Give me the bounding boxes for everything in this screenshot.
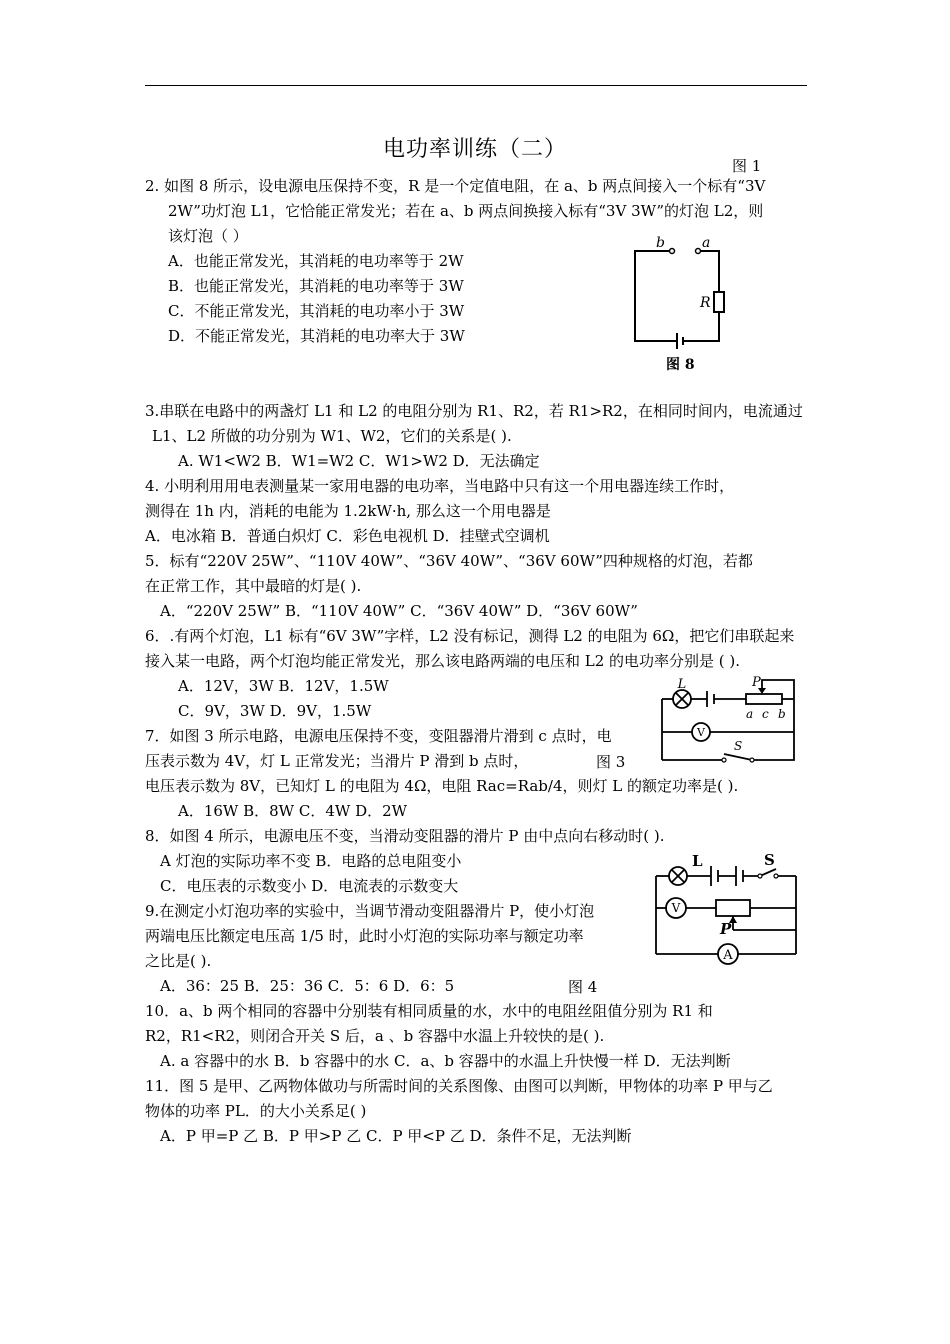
- q2-line3: 该灯泡（ ）: [168, 227, 248, 245]
- page-title: 电功率训练（二）: [382, 137, 567, 162]
- q7-line3: 电压表示数为 8V，已知灯 L 的电阻为 4Ω，电阻 Rac=Rab/4，则灯 L 的额定功率是( ).: [145, 777, 739, 795]
- q11-options: A．P 甲=P 乙 B．P 甲>P 乙 C．P 甲<P 乙 D．条件不足，无法判断: [160, 1127, 632, 1145]
- fig8-caption: 图 8: [666, 357, 695, 373]
- fig3-label-s: S: [734, 739, 743, 753]
- q5-line1: 5．标有“220V 25W”、“110V 40W”、“36V 40W”、“36V 60W”四种规格的灯泡，若都: [145, 552, 753, 570]
- fig3-label-a: a: [746, 707, 754, 721]
- q9-options: A．36：25 B．25：36 C．5：6 D．6：5: [160, 977, 455, 995]
- q4-line1: 4. 小明利用用电表测量某一家用电器的电功率，当电路中只有这一个用电器连续工作时，: [145, 477, 735, 495]
- fig4-label-s: S: [764, 852, 775, 869]
- fig4-ammeter-label: A: [723, 948, 733, 963]
- q6-line1: 6．.有两个灯泡，L1 标有“6V 3W”字样，L2 没有标记，测得 L2 的电阻为 6Ω，把它们串联起来: [145, 627, 795, 645]
- q6-options-ab: A．12V，3W B．12V，1.5W: [178, 677, 389, 695]
- figure-3-circuit: [654, 672, 804, 772]
- fig3-voltmeter-label: V: [697, 726, 705, 739]
- q11-line2: 物体的功率 PL．的大小关系足( ): [145, 1102, 367, 1120]
- figure-4-circuit: [648, 852, 806, 970]
- q9-line3: 之比是( ).: [145, 952, 212, 970]
- fig3-label-c: c: [762, 707, 769, 721]
- q4-line2: 测得在 1h 内，消耗的电能为 1.2kW·h, 那么这一个用电器是: [145, 502, 551, 520]
- q10-options: A. a 容器中的水 B．b 容器中的水 C．a、b 容器中的水温上升快慢一样 D．无法判断: [160, 1052, 731, 1070]
- figure-3-caption: 图 3: [596, 753, 626, 771]
- header-rule: [145, 85, 807, 86]
- q9-line2: 两端电压比额定电压高 1/5 时，此时小灯泡的实际功率与额定功率: [145, 927, 584, 945]
- q10-line2: R2，R1<R2，则闭合开关 S 后，a 、b 容器中水温上升较快的是( ).: [145, 1027, 605, 1045]
- q5-options: A．“220V 25W” B．“110V 40W” C．“36V 40W” D．“36V 60W”: [160, 602, 638, 620]
- fig8-label-b: b: [656, 235, 665, 251]
- q4-options: A．电冰箱 B．普通白炽灯 C．彩色电视机 D．挂壁式空调机: [145, 527, 550, 545]
- fig4-label-l: L: [692, 852, 703, 870]
- q2-option-c: C．不能正常发光，其消耗的电功率小于 3W: [168, 302, 465, 320]
- q8-options-cd: C．电压表的示数变小 D．电流表的示数变大: [160, 877, 459, 895]
- fig8-label-a: a: [702, 235, 711, 251]
- q2-option-a: A．也能正常发光，其消耗的电功率等于 2W: [168, 252, 464, 270]
- q7-line2: 压表示数为 4V，灯 L 正常发光；当滑片 P 滑到 b 点时，: [145, 752, 529, 770]
- fig4-label-p: P: [720, 920, 732, 938]
- figure-4-caption: 图 4: [568, 978, 598, 996]
- figure-8-circuit: [622, 233, 742, 373]
- q9-line1: 9.在测定小灯泡功率的实验中，当调节滑动变阻器滑片 P，使小灯泡: [145, 902, 595, 920]
- fig4-voltmeter-label: V: [671, 901, 681, 915]
- q11-line1: 11．图 5 是甲、乙两物体做功与所需时间的关系图像、由图可以判断，甲物体的功率 P 甲与乙: [145, 1077, 773, 1095]
- q10-line1: 10．a、b 两个相同的容器中分别装有相同质量的水，水中的电阻丝阻值分别为 R1 和: [145, 1002, 713, 1020]
- q8-line1: 8．如图 4 所示，电源电压不变，当滑动变阻器的滑片 P 由中点向右移动时( ).: [145, 827, 665, 845]
- fig8-label-r: R: [700, 295, 711, 311]
- fig3-label-l: L: [677, 677, 687, 692]
- q7-options: A．16W B．8W C．4W D．2W: [178, 802, 408, 820]
- fig3-label-p: P: [752, 675, 761, 690]
- q3-line1: 3.串联在电路中的两盏灯 L1 和 L2 的电阻分别为 R1、R2，若 R1>R2，在相同时间内，电流通过: [145, 402, 803, 420]
- q6-options-cd: C．9V，3W D．9V，1.5W: [178, 702, 372, 720]
- q2-option-d: D．不能正常发光，其消耗的电功率大于 3W: [168, 327, 465, 345]
- q2-line2: 2W”功灯泡 L1，它恰能正常发光；若在 a、b 两点间换接入标有“3V 3W”的灯泡 L2，则: [168, 202, 764, 220]
- q5-line2: 在正常工作，其中最暗的灯是( ).: [145, 577, 362, 595]
- q3-options: A. W1<W2 B．W1=W2 C．W1>W2 D．无法确定: [178, 452, 540, 470]
- q7-line1: 7．如图 3 所示电路，电源电压保持不变，变阻器滑片滑到 c 点时，电: [145, 727, 612, 745]
- q3-line2: L1、L2 所做的功分别为 W1、W2，它们的关系是( ).: [152, 427, 512, 445]
- figure-1-caption: 图 1: [732, 157, 762, 175]
- q2-line1: 2. 如图 8 所示，设电源电压保持不变，R 是一个定值电阻，在 a、b 两点间接入一个标有“3V: [145, 177, 766, 195]
- fig3-label-b: b: [778, 707, 786, 721]
- q8-options-ab: A 灯泡的实际功率不变 B．电路的总电阻变小: [160, 852, 462, 870]
- q2-option-b: B．也能正常发光，其消耗的电功率等于 3W: [168, 277, 464, 295]
- q6-line2: 接入某一电路，两个灯泡均能正常发光，那么该电路两端的电压和 L2 的电功率分别是 ( ).: [145, 652, 741, 670]
